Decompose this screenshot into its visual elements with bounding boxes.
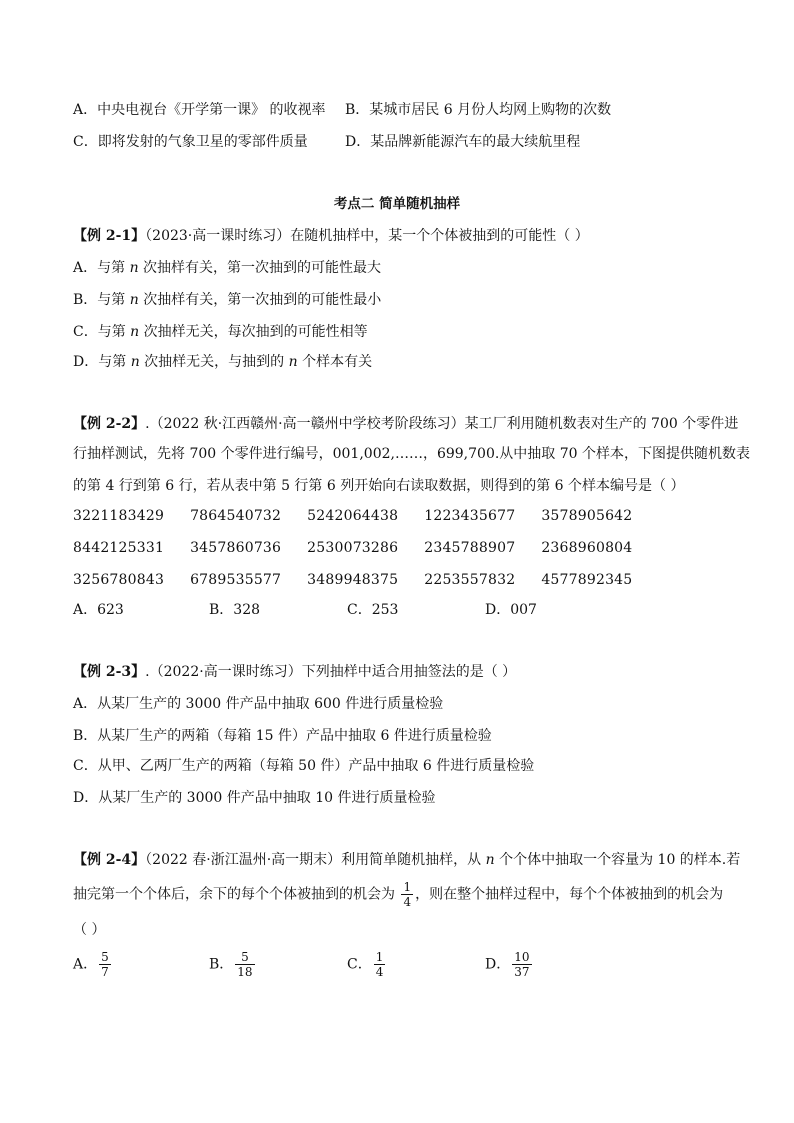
example-2-4-line-1: 【例 2-4】（2022 春·浙江温州·高一期末）利用简单随机抽样，从 n 个个体中抽取一个容量为 10 的样本.若 (73, 852, 741, 868)
example-2-3-option-a: A．从某厂生产的 3000 件产品中抽取 600 件进行质量检验 (73, 696, 444, 712)
random-table-row-4: 3221183429 7864540732 5242064438 1223435677 3578905642 (73, 508, 633, 524)
example-2-1-option-b: B．与第 n 次抽样有关，第一次抽到的可能性最小 (73, 292, 382, 308)
example-2-3-stem: 【例 2-3】.（2022·高一课时练习）下列抽样中适合用抽签法的是（ ） (73, 664, 517, 680)
example-2-2-line-3: 的第 4 行到第 6 行，若从表中第 5 行第 6 列开始向右读取数据，则得到的第 6 个样本编号是（ ） (73, 478, 685, 494)
example-2-2-option-c: C．253 (347, 602, 399, 618)
example-2-4-tag: 【例 2-4】 (73, 852, 146, 868)
example-2-1-stem (73, 226, 589, 246)
example-2-3-option-c: C．从甲、乙两厂生产的两箱（每箱 50 件）产品中抽取 6 件进行质量检验 (73, 758, 535, 774)
example-2-1-option-a: A．与第 n 次抽样有关，第一次抽到的可能性最大 (73, 260, 382, 276)
example-2-1-option-d: D．与第 n 次抽样无关，与抽到的 n 个样本有关 (73, 354, 373, 370)
example-2-2-line-1: 【例 2-2】.（2022 秋·江西赣州·高一赣州中学校考阶段练习）某工厂利用随机数表对生产的 700 个零件进 (73, 416, 739, 432)
section-heading: 考点二 简单随机抽样 (333, 196, 461, 212)
example-2-1-option-c: C．与第 n 次抽样无关，每次抽到的可能性相等 (73, 324, 368, 340)
example-2-2-option-a: A．623 (73, 602, 124, 618)
example-2-4-option-d: D． $\frac{10}{37}$ (485, 950, 530, 979)
example-2-3-option-b: B．从某厂生产的两箱（每箱 15 件）产品中抽取 6 件进行质量检验 (73, 728, 492, 744)
example-2-3-tag: 【例 2-3】 (73, 664, 146, 680)
example-2-4-option-c: C． $\frac{1}{4}$ (347, 950, 384, 979)
example-2-1-text: （2023·高一课时练习）在随机抽样中，某一个个体被抽到的可能性（ ） (145, 228, 589, 244)
example-2-2-option-b: B．328 (209, 602, 261, 618)
prev-option-c: C．即将发射的气象卫星的零部件质量 (73, 134, 308, 150)
example-2-2-line-2: 行抽样测试，先将 700 个零件进行编号，001,002,……，699,700.从中抽取 70 个样本，下图提供随机数表 (73, 446, 751, 462)
example-2-4-line-3: （ ） (73, 922, 106, 938)
example-2-4-line-2: 抽完第一个个体后，余下的每个个体被抽到的机会为 $\frac{1}{4}$ ，则在整个抽样过程中，每个个体被抽到的机会为 (73, 880, 724, 909)
prev-option-b: B．某城市居民 6 月份人均网上购物的次数 (345, 102, 612, 118)
random-table-row-6: 3256780843 6789535577 3489948375 2253557832 4577892345 (73, 572, 633, 588)
example-2-3-option-d: D．从某厂生产的 3000 件产品中抽取 10 件进行质量检验 (73, 790, 436, 806)
prev-option-a: A．中央电视台《开学第一课》 的收视率 (73, 102, 326, 118)
example-2-4-option-b: B． $\frac{5}{18}$ (209, 950, 253, 979)
prev-option-d: D．某品牌新能源汽车的最大续航里程 (345, 134, 581, 150)
fraction-one-quarter: $\frac{1}{4}$ (403, 880, 412, 909)
example-2-1-tag: 【例 2-1】 (73, 228, 146, 244)
example-2-4-option-a: A． $\frac{5}{7}$ (73, 950, 109, 979)
example-2-2-option-d: D．007 (485, 602, 537, 618)
random-table-row-5: 8442125331 3457860736 2530073286 2345788907 2368960804 (73, 540, 633, 556)
example-2-2-tag: 【例 2-2】 (73, 416, 146, 432)
